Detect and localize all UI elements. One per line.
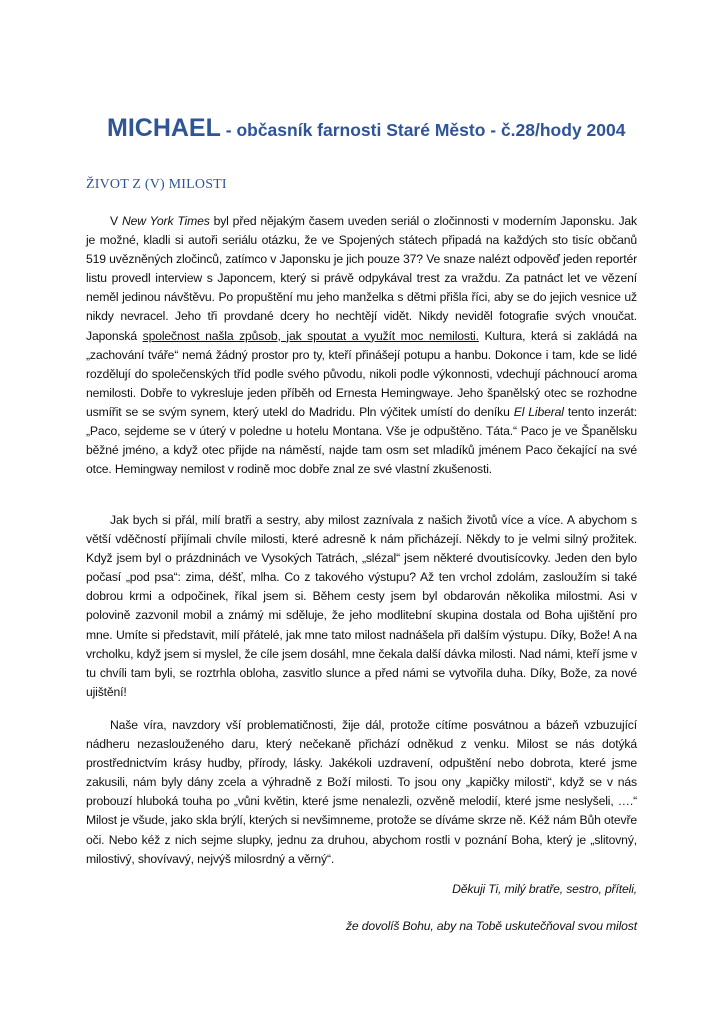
text-segment: Kultura, která si zakládá na „zachování tváře“ nemá žádný prostor pro ty, kteří přinášejí potupu a hanbu. Dokonce i tam, kde se lidé rozdělují do společenských tříd podle svého původu, nikoli podle výkonnosti, vdechují páchnoucí aroma nemilosti. Dobře to vykresluje jeden příběh od Ernesta Hemingwaye. Jeho španělský otec se rozhodne usmířit se se svým synem, který utekl do Madridu. Pln výčitek umístí do deníku: [86, 328, 638, 419]
paragraph-2: [86, 511, 637, 702]
text-segment: tento inzerát: „Paco, sejdeme se v úterý v poledne u hotelu Montana. Vše je odpuštěno. Táta.“ Paco je ve Španělsku běžné jméno, a když otec přijde na náměstí, najde tam osm set mladíků jménem Paco čekající na své otce. Hemingway nemilost v rodině moc dobře znal ze své vlastní zkušenosti.: [86, 404, 637, 477]
closing-line-2: že dovolíš Bohu, aby na Tobě uskutečňoval svou milost: [345, 919, 637, 933]
masthead: [107, 114, 647, 143]
article-title: ŽIVOT Z (V) MILOSTI: [86, 177, 227, 192]
text-segment: byl před nějakým časem uveden seriál o zločinnosti v moderním Japonsku. Jak je možné, kladli si autoři seriálu otázku, že ve Spojených státech připadá na každých sto tisíc občanů 519 uvězněných zločinců, zatímco v Japonsku je jich pouze 37? Ve snaze nalézt odpověď jeden reportér listu provedl interview s Japoncem, který si právě odpykával trest za vraždu. Za patnáct let ve vězení neměl jedinou návštěvu. Po propuštění mu jeho manželka s dětmi přišla říci, aby se do jejich vesnice už nikdy nevracel. Jeho tři provdané dcery ho nechtějí vidět. Nikdy neviděl fotografie svých vnoučat. Japonská: [86, 214, 637, 343]
paragraph-1: [86, 212, 637, 479]
masthead-name: MICHAEL: [107, 114, 221, 142]
underlined-sentence: společnost našla způsob, jak spoutat a využít moc nemilosti.: [142, 328, 479, 343]
newspaper-name-italic: El Liberal: [513, 404, 564, 419]
closing-line-1: Děkuji Ti, milý bratře, sestro, příteli,: [452, 882, 637, 896]
text-segment: V: [110, 214, 122, 228]
masthead-subtitle: - občasník farnosti Staré Město - č.28/hody 2004: [220, 120, 626, 140]
text-segment: Naše víra, navzdory vší problematičnosti, žije dál, protože cítíme posvátnou a bázeň vzbuzující nádheru nezaslouženého daru, který nečekaně přichází odněkud z venku. Milost se nás dotýká prostřednictvím krásy hudby, přírody, lásky. Jakékoli uzdravení, odpuštění nebo dobrota, které jsme zakusili, nám byly dány zcela a výhradně z Boží milosti. To jsou ony „kapičky milosti“, když se v nás probouzí hluboká touha po „vůni květin, které jsme nenalezli, ozvěně melodií, které jsme neslyšeli, ….“ Milost je všude, jako skla brýlí, kterých si nevšimneme, protože se díváme skrze ně. Kéž nám Bůh otevře oči. Nebo kéž z nich sejme slupky, jednu za druhou, abychom rostli v poznání Boha, který je „slitovný, milostivý, shovívavý, nejvýš milosrdný a věrný“.: [86, 718, 637, 866]
text-segment: Jak bych si přál, milí bratři a sestry, aby milost zaznívala z našich životů více a více. A abychom s větší vděčností přijímali chvíle milosti, které adresně k nám přicházejí. Někdy to je velmi silný prožitek. Když jsem byl o prázdninách ve Vysokých Tatrách, „slézal“ jsem některé dvoutisícovky. Jeden den bylo počasí „pod psa“: zima, déšť, mlha. Co z takového výstupu? Až ten vrchol zdolám, zasloužím si také dobrou krmi a odpočinek, říkal jsem si. Během cesty jsem byl obdarován několika milostmi. Asi v polovině zazvonil mobil a známý mi sděluje, že jeho modlitební skupina dostala od Boha ujištění pro mne. Umíte si představit, milí přátelé, jak mne tato milost nadnášela při dalším výstupu. Díky, Bože! A na vrcholku, když jsem si myslel, že cíle jsem dosáhl, mne čekala další dávka milosti. Nad námi, kteří jsme v tu chvíli tam byli, se roztrhla obloha, zasvitlo slunce a před námi se vytvořila duha. Díky, Bože, za nové ujištění!: [86, 513, 638, 699]
paragraph-3: [86, 716, 637, 869]
newspaper-name-italic: New York Times: [121, 214, 210, 228]
